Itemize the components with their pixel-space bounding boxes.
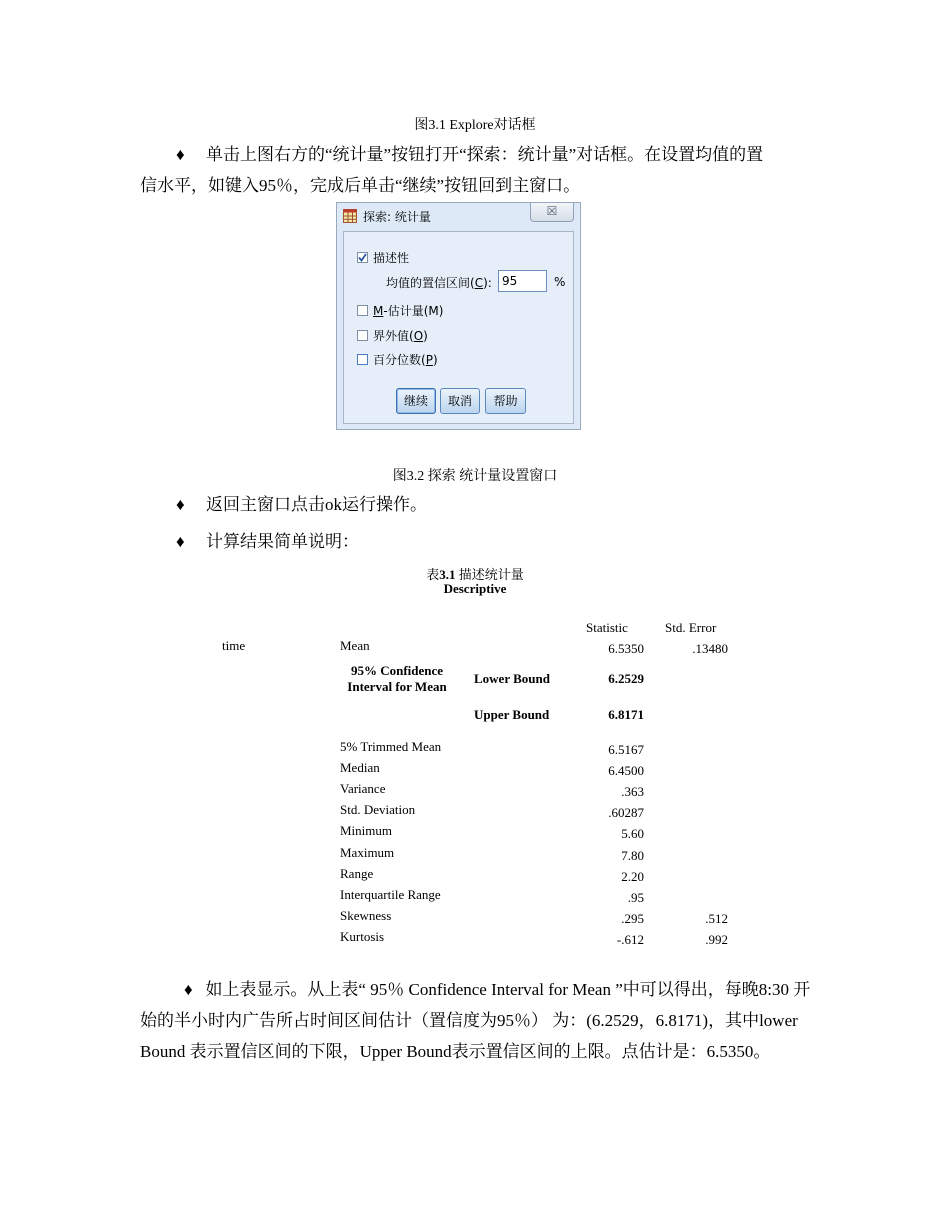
lower-bound-label: Lower Bound [474,671,550,686]
stat-row-value: 5.60 [621,826,644,841]
spreadsheet-icon [343,209,357,223]
stat-row-value: 6.5167 [608,742,644,757]
stat-row-label: Std. Deviation [340,802,416,817]
instruction-text-2: 返回主窗口点击ok运行操作。 [206,495,427,514]
instruction-line-2: 信水平，如键入95％，完成后单击“继续”按钮回到主窗口。 [140,176,581,195]
stat-row-value: 6.4500 [608,763,644,778]
cancel-button[interactable]: 取消 [440,388,480,414]
stat-row-value: -.612 [616,932,644,947]
outliers-checkbox[interactable] [357,330,368,341]
upper-bound-value: 6.8171 [608,707,644,722]
table-caption-prefix: 表 [426,567,440,582]
figure-3-2-caption: 图3.2 探索 统计量设置窗口 [392,469,558,484]
stat-row-label: 5% Trimmed Mean [340,739,442,754]
instruction-line-1: 单击上图右方的“统计量”按钮打开“探索：统计量”对话框。在设置均值的置 [206,145,764,164]
dialog-title-bar[interactable] [337,203,580,229]
stat-row-label: Kurtosis [340,929,385,944]
ci-row-label-line2: Interval for Mean [347,679,447,694]
close-button[interactable] [530,203,574,222]
m-estimators-key: M [373,304,384,318]
conclusion-paragraph [140,974,812,1067]
dialog-body [343,231,574,424]
ci-label-text: 均值的置信区间( [386,276,475,290]
stat-row-label: Minimum [340,823,393,838]
stat-row-label: Variance [340,781,386,796]
column-header-statistic: Statistic [586,620,628,635]
dialog-title: 探索: 统计量 [363,210,431,224]
ci-label-colon: ): [483,276,492,290]
lower-bound-value: 6.2529 [608,671,644,686]
variable-label: time [222,638,246,653]
percentiles-text: 百分位数( [373,353,426,367]
ci-label [386,274,492,291]
percent-unit: % [554,275,566,289]
instruction-text-3: 计算结果简单说明： [206,532,359,551]
figure-3-1-caption: 图3.1 Explore对话框 [414,118,536,133]
stat-row-label: Range [340,866,374,881]
checkmark-icon [358,253,367,262]
explore-statistics-dialog [336,202,581,430]
help-button[interactable]: 帮助 [485,388,526,414]
mean-label: Mean [340,638,370,653]
instruction-paragraph-2 [140,491,427,519]
table-caption-title: 描述统计量 [455,567,524,582]
descriptives-checkbox[interactable] [357,252,368,263]
outliers-paren: ) [423,329,428,343]
stat-row-value: 7.80 [621,848,644,863]
close-icon: ☒ [546,204,558,218]
stat-row-std-error: .992 [705,932,728,947]
stat-row-label: Median [340,760,380,775]
ci-label-key: C [474,276,484,290]
conclusion-text: 如上表显示。从上表“ 95％ Confidence Interval for Mean ”中可以得出，每晚8:30 开始的半小时内广告所占时间区间估计（置信度为95％） 为：(6.2529，6.8171)，其中lower Bound 表示置信区间的下限，Upper Bound表示置信区间的上限。点估计是：6.5350。 [140,980,811,1061]
diamond-bullet-icon: ♦ [184,980,193,999]
m-estimators-text: -估计量(M) [383,304,444,318]
percentiles-key: P [425,353,433,367]
percentiles-label [373,351,438,368]
stat-row-value: .363 [621,784,644,799]
mean-value: 6.5350 [608,641,644,656]
outliers-label [373,327,428,344]
stat-row-value: .295 [621,911,644,926]
diamond-bullet-icon: ♦ [176,495,185,514]
stat-row-label: Interquartile Range [340,887,441,902]
stat-row-value: .60287 [608,805,644,820]
percentiles-checkbox[interactable] [357,354,368,365]
instruction-paragraph-1 [140,141,763,169]
stat-row-label: Maximum [340,845,395,860]
upper-bound-label: Upper Bound [474,707,550,722]
stat-row-value: 2.20 [621,869,644,884]
stat-row-std-error: .512 [705,911,728,926]
column-header-std-error: Std. Error [665,620,717,635]
ci-row-label-line1: 95% Confidence [350,663,444,678]
continue-button[interactable]: 继续 [396,388,436,414]
stat-row-value: .95 [627,890,644,905]
m-estimators-checkbox[interactable] [357,305,368,316]
mean-std-error: .13480 [692,641,728,656]
descriptives-label: 描述性 [373,251,410,265]
table-title: Descriptive [443,581,507,596]
table-caption-number: 3.1 [439,567,456,582]
instruction-paragraph-3 [140,528,359,556]
percentiles-paren: ) [432,353,438,367]
diamond-bullet-icon: ♦ [176,145,185,164]
diamond-bullet-icon: ♦ [176,532,185,551]
stat-row-label: Skewness [340,908,392,923]
confidence-interval-input[interactable]: 95 [498,270,547,292]
m-estimators-label [373,302,443,319]
outliers-text: 界外值( [373,329,414,343]
outliers-key: O [413,329,424,343]
